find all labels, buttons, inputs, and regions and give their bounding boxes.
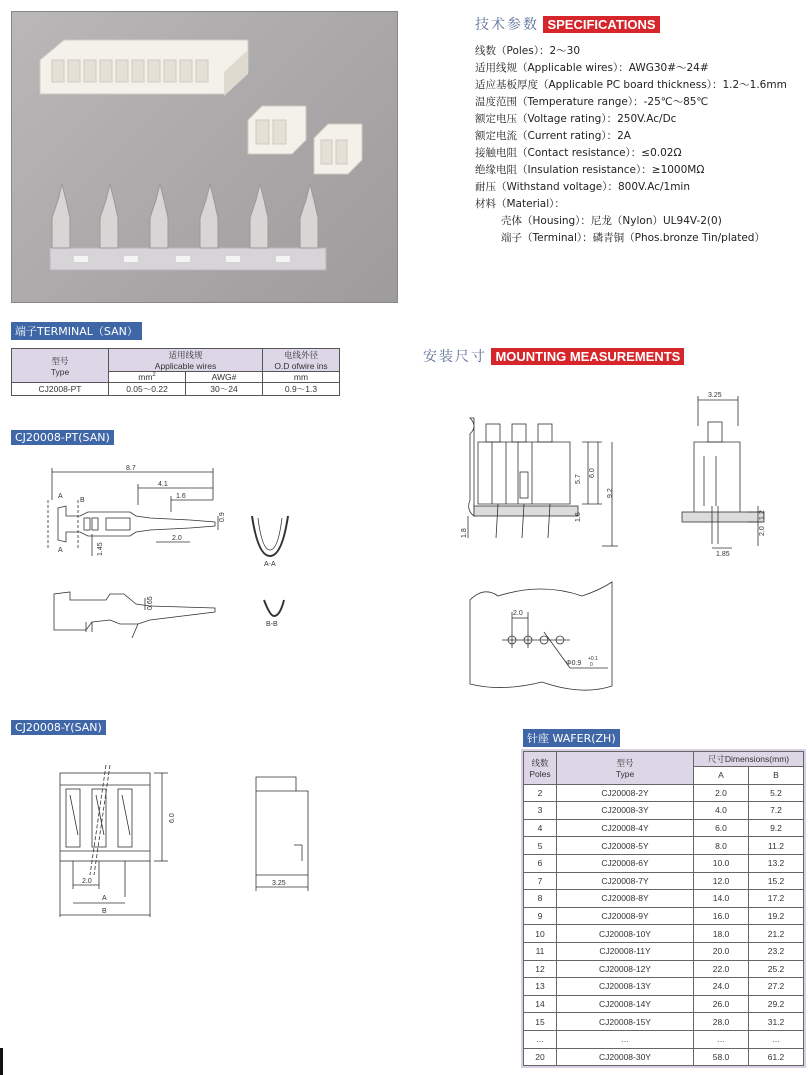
product-photo — [11, 11, 398, 303]
table-row — [524, 819, 804, 837]
pt-terminal-drawing — [40, 460, 320, 660]
table-row — [524, 960, 804, 978]
wafer-section-title: 针座 WAFER(ZH) — [523, 729, 620, 747]
wafer-cell-a: 16.0 — [694, 907, 749, 925]
terminal-table — [11, 348, 340, 396]
table-row — [524, 1030, 804, 1048]
table-row — [524, 784, 804, 802]
wafer-cell-a: 8.0 — [694, 837, 749, 855]
spec-wires: 适用线规（Applicable wires）：AWG30#～24# — [475, 62, 709, 74]
wafer-cell-a: 6.0 — [694, 819, 749, 837]
wafer-cell-a: 18.0 — [694, 925, 749, 943]
terminal-row-od: 0.9～1.3 — [263, 383, 340, 396]
terminal-row-type: CJ2008-PT — [12, 383, 109, 396]
wafer-cell-type: CJ20008-15Y — [557, 1013, 694, 1031]
mount-dim-hole: Φ0.9 — [566, 660, 582, 667]
wafer-cell-b: 5.2 — [748, 784, 803, 802]
wafer-cell-b: 21.2 — [748, 925, 803, 943]
table-row — [524, 942, 804, 960]
wafer-cell-a: 20.0 — [694, 942, 749, 960]
mounting-title-cn: 安装尺寸 — [423, 349, 487, 365]
y-section-title: CJ20008-Y(SAN) — [11, 720, 106, 735]
wafer-cell-poles: 15 — [524, 1013, 557, 1031]
table-row — [524, 872, 804, 890]
mount-dim-5-7: 5.7 — [575, 474, 582, 484]
wafer-type-header — [557, 752, 694, 785]
spec-voltage: 额定电压（Voltage rating）：250V.Ac/Dc — [475, 113, 677, 125]
spec-title-cn: 技术参数 — [475, 17, 539, 33]
wafer-cell-type: CJ20008-12Y — [557, 960, 694, 978]
dim-0-65: 0.65 — [147, 596, 154, 610]
wafer-a-header: A — [694, 767, 749, 785]
mounting-header — [423, 346, 684, 366]
mount-dim-3-25: 3.25 — [708, 392, 722, 399]
terminal-mm-header: mm — [263, 372, 340, 383]
dim-8-7: 8.7 — [126, 465, 136, 472]
terminal-wires-header-cn: 适用线规 — [168, 350, 203, 360]
mount-dim-1-85: 1.85 — [716, 551, 730, 558]
wafer-cell-a: 10.0 — [694, 854, 749, 872]
wafer-cell-b: 7.2 — [748, 802, 803, 820]
terminal-row-awg: 30～24 — [186, 383, 263, 396]
wafer-cell-poles: 10 — [524, 925, 557, 943]
spec-material: 材料（Material）： — [475, 198, 565, 210]
y-dim-a: A — [102, 895, 107, 902]
wafer-cell-b: 23.2 — [748, 942, 803, 960]
y-housing-drawing — [50, 765, 330, 925]
wafer-cell-b: 31.2 — [748, 1013, 803, 1031]
table-row — [524, 1013, 804, 1031]
terminal-od-header-en: O.D ofwire ins — [274, 361, 328, 371]
terminal-wires-header — [109, 349, 263, 372]
label-aa: A-A — [264, 561, 276, 568]
wafer-cell-type: CJ20008-9Y — [557, 907, 694, 925]
mount-dim-tol-bottom: 0 — [590, 662, 593, 668]
wafer-cell-poles: 12 — [524, 960, 557, 978]
wafer-cell-poles: 6 — [524, 854, 557, 872]
wafer-cell-poles: 20 — [524, 1048, 557, 1066]
wafer-cell-poles: 5 — [524, 837, 557, 855]
spec-material-terminal: 端子（Terminal）：磷青铜（Phos.bronze Tin/plated） — [501, 232, 765, 244]
connector-illustration — [12, 12, 397, 302]
spec-board-thickness: 适应基板厚度（Applicable PC board thickness）：1.2～1.6mm — [475, 79, 787, 91]
mounting-drawing — [462, 386, 802, 706]
wafer-cell-a: 4.0 — [694, 802, 749, 820]
table-row — [524, 978, 804, 996]
wafer-cell-type: … — [557, 1030, 694, 1048]
wafer-cell-type: CJ20008-3Y — [557, 802, 694, 820]
wafer-cell-b: 29.2 — [748, 995, 803, 1013]
mount-dim-2-0-pitch: 2.0 — [513, 610, 523, 617]
spec-insulation-resistance: 绝缘电阻（Insulation resistance）：≥1000MΩ — [475, 164, 705, 176]
table-row — [12, 383, 340, 396]
wafer-table — [523, 751, 804, 1066]
mount-dim-2-0-side: 2.0 — [759, 526, 766, 536]
terminal-type-header-en: Type — [50, 366, 70, 377]
wafer-cell-poles: 2 — [524, 784, 557, 802]
y-dim-width: 3.25 — [272, 880, 286, 887]
wafer-cell-a: 2.0 — [694, 784, 749, 802]
wafer-cell-b: 27.2 — [748, 978, 803, 996]
dim-0-9: 0.9 — [219, 512, 226, 522]
mount-dim-tol-top: +0.1 — [588, 656, 598, 662]
wafer-cell-b: 15.2 — [748, 872, 803, 890]
terminal-wires-header-en: Applicable wires — [154, 361, 217, 371]
mount-dim-1-8: 1.8 — [461, 528, 468, 538]
terminal-od-header — [263, 349, 340, 372]
page-edge-mark — [0, 1048, 3, 1075]
spec-current: 额定电流（Current rating）：2A — [475, 130, 631, 142]
housing-3pin — [248, 106, 306, 154]
wafer-b-header: B — [748, 767, 803, 785]
wafer-cell-type: CJ20008-2Y — [557, 784, 694, 802]
table-row — [524, 890, 804, 908]
spec-contact-resistance: 接触电阻（Contact resistance）：≤0.02Ω — [475, 147, 682, 159]
mount-dim-1-6: 1.6 — [575, 512, 582, 522]
terminal-row-mm2: 0.05～0.22 — [109, 383, 186, 396]
wafer-cell-type: CJ20008-8Y — [557, 890, 694, 908]
wafer-cell-type: CJ20008-11Y — [557, 942, 694, 960]
wafer-cell-b: 11.2 — [748, 837, 803, 855]
wafer-cell-a: 12.0 — [694, 872, 749, 890]
wafer-cell-a: 58.0 — [694, 1048, 749, 1066]
housing-2pin — [314, 124, 362, 174]
label-b: B — [80, 497, 85, 504]
mount-dim-9-2: 9.2 — [607, 488, 614, 498]
wafer-cell-type: CJ20008-7Y — [557, 872, 694, 890]
y-dim-pitch: 2.0 — [82, 878, 92, 885]
wafer-cell-poles: 7 — [524, 872, 557, 890]
wafer-poles-header-en: Poles — [529, 768, 551, 779]
wafer-poles-header-cn: 线数 — [531, 757, 549, 768]
wafer-cell-b: … — [748, 1030, 803, 1048]
wafer-cell-b: 9.2 — [748, 819, 803, 837]
wafer-cell-poles: 11 — [524, 942, 557, 960]
dim-1-6: 1.6 — [176, 493, 186, 500]
wafer-cell-poles: … — [524, 1030, 557, 1048]
wafer-cell-b: 13.2 — [748, 854, 803, 872]
wafer-cell-a: 28.0 — [694, 1013, 749, 1031]
dim-4-1: 4.1 — [158, 481, 168, 488]
spec-temperature: 温度范围（Temperature range）：-25℃～85℃ — [475, 96, 709, 108]
wafer-cell-type: CJ20008-10Y — [557, 925, 694, 943]
wafer-cell-poles: 8 — [524, 890, 557, 908]
terminal-mm2-header-text: mm — [138, 372, 153, 382]
spec-title-en: SPECIFICATIONS — [543, 16, 659, 33]
wafer-cell-a: 24.0 — [694, 978, 749, 996]
y-dim-b: B — [102, 908, 107, 915]
dim-1-45: 1.45 — [97, 542, 104, 556]
wafer-type-header-cn: 型号 — [616, 757, 634, 768]
wafer-cell-type: CJ20008-14Y — [557, 995, 694, 1013]
terminal-od-header-cn: 电线外径 — [283, 350, 318, 360]
dim-2-0: 2.0 — [172, 535, 182, 542]
spec-poles: 线数（Poles）：2～30 — [475, 45, 581, 57]
terminal-strip — [50, 184, 326, 270]
table-row — [524, 837, 804, 855]
wafer-table-wrap — [521, 749, 806, 1068]
wafer-cell-b: 19.2 — [748, 907, 803, 925]
wafer-cell-a: 22.0 — [694, 960, 749, 978]
wafer-cell-type: CJ20008-6Y — [557, 854, 694, 872]
pt-section-title: CJ20008-PT(SAN) — [11, 430, 114, 445]
wafer-cell-type: CJ20008-4Y — [557, 819, 694, 837]
wafer-cell-type: CJ20008-30Y — [557, 1048, 694, 1066]
wafer-type-header-en: Type — [615, 768, 635, 779]
wafer-cell-poles: 4 — [524, 819, 557, 837]
table-row — [524, 925, 804, 943]
terminal-table-wrap — [11, 348, 340, 396]
spec-material-housing: 壳体（Housing）：尼龙（Nylon）UL94V-2(0) — [501, 215, 722, 227]
terminal-mm2-header: $mm^2$ — [109, 372, 186, 383]
wafer-poles-header — [524, 752, 557, 785]
wafer-cell-a: 14.0 — [694, 890, 749, 908]
label-a-bottom: A — [58, 547, 63, 554]
table-row — [524, 907, 804, 925]
wafer-cell-poles: 3 — [524, 802, 557, 820]
wafer-cell-b: 61.2 — [748, 1048, 803, 1066]
wafer-cell-type: CJ20008-13Y — [557, 978, 694, 996]
spec-list — [475, 43, 787, 247]
mount-dim-6-0: 6.0 — [589, 468, 596, 478]
wafer-dims-header: 尺寸Dimensions(mm) — [694, 752, 804, 767]
terminal-type-header — [12, 349, 109, 383]
table-row — [524, 1048, 804, 1066]
spec-header — [475, 14, 660, 34]
spec-withstand-voltage: 耐压（Withstand voltage）：800V.Ac/1min — [475, 181, 690, 193]
label-a-top: A — [58, 493, 63, 500]
table-row — [524, 995, 804, 1013]
wafer-cell-poles: 13 — [524, 978, 557, 996]
terminal-type-header-cn: 型号 — [51, 355, 69, 366]
housing-long — [40, 40, 248, 96]
wafer-cell-poles: 9 — [524, 907, 557, 925]
wafer-cell-a: 26.0 — [694, 995, 749, 1013]
wafer-cell-type: CJ20008-5Y — [557, 837, 694, 855]
table-row — [524, 854, 804, 872]
wafer-cell-poles: 14 — [524, 995, 557, 1013]
label-bb: B-B — [266, 621, 278, 628]
wafer-cell-b: 25.2 — [748, 960, 803, 978]
mounting-title-en: MOUNTING MEASUREMENTS — [491, 348, 684, 365]
terminal-section-title: 端子TERMINAL（SAN） — [11, 322, 142, 340]
wafer-cell-b: 17.2 — [748, 890, 803, 908]
terminal-awg-header: AWG# — [186, 372, 263, 383]
table-row — [524, 802, 804, 820]
wafer-cell-a: … — [694, 1030, 749, 1048]
y-dim-height: 6.0 — [169, 813, 176, 823]
mount-dim-1-2: 1.2 — [759, 510, 766, 520]
